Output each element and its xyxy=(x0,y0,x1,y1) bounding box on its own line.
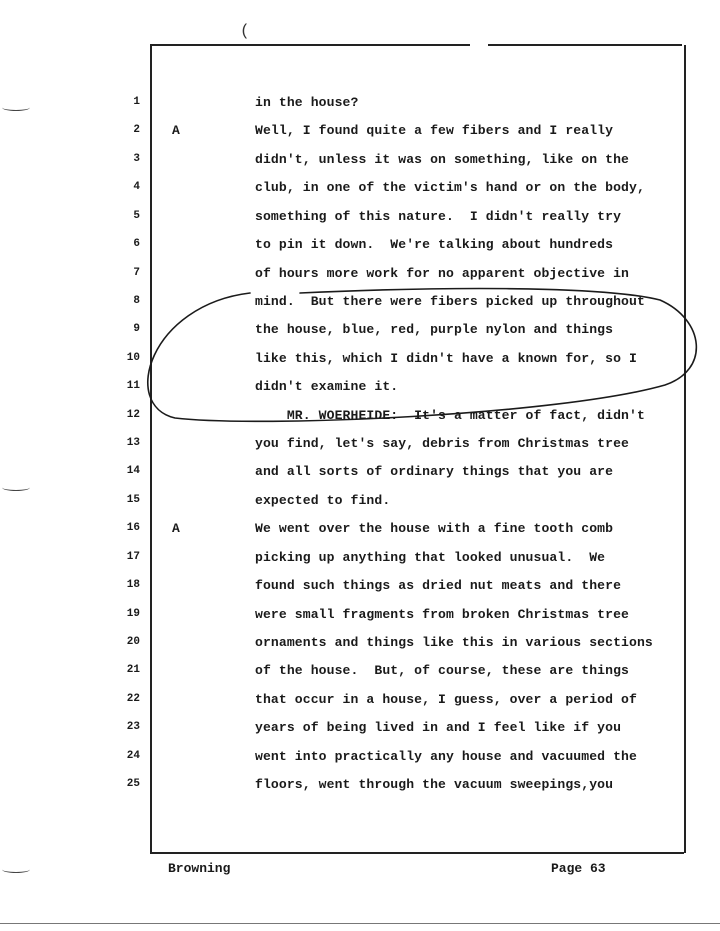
transcript-line-text: didn't, unless it was on something, like on the xyxy=(255,151,630,167)
transcript-line-text: found such things as dried nut meats and there xyxy=(255,578,622,594)
line-number: 1 xyxy=(133,96,140,108)
transcript-line-text: of hours more work for no apparent objective in xyxy=(255,265,630,281)
transcript-line-text: something of this nature. I didn't really try xyxy=(255,208,622,224)
transcript-line-text: in the house? xyxy=(255,95,359,110)
line-number: 10 xyxy=(126,351,140,364)
hole-punch-mark xyxy=(2,484,30,491)
transcript-line-text: went into practically any house and vacuumed the xyxy=(255,748,637,764)
transcript-line-text: and all sorts of ordinary things that you are xyxy=(255,464,614,480)
line-number: 2 xyxy=(133,124,140,137)
transcript-line-text: mind. But there were fibers picked up throughout xyxy=(255,293,645,309)
transcript-line-text: of the house. But, of course, these are things xyxy=(255,663,630,679)
line-number: 17 xyxy=(126,550,140,563)
witness-name: Browning xyxy=(168,861,231,876)
transcript-line-text: to pin it down. We're talking about hundreds xyxy=(255,237,614,253)
transcript-line-text: ornaments and things like this in various sections xyxy=(255,634,653,650)
line-number: 15 xyxy=(126,493,140,506)
transcript-line-text: MR. WOERHEIDE: It's a matter of fact, didn't xyxy=(255,407,645,423)
line-number: 23 xyxy=(126,721,140,734)
line-number: 13 xyxy=(126,437,140,450)
line-number: 11 xyxy=(126,380,140,393)
line-number: 12 xyxy=(126,408,140,421)
speaker-label: A xyxy=(172,123,180,139)
line-number: 3 xyxy=(133,152,140,165)
line-number: 20 xyxy=(126,635,140,648)
transcript-line-text: picking up anything that looked unusual. We xyxy=(255,549,606,565)
line-number: 16 xyxy=(126,522,140,535)
line-number: 6 xyxy=(133,238,140,251)
line-number: 4 xyxy=(133,181,140,194)
line-number: 25 xyxy=(126,778,140,791)
transcript-line-text: expected to find. xyxy=(255,492,391,508)
transcript-line-text: you find, let's say, debris from Christmas tree xyxy=(255,436,630,452)
transcript-line-text: floors, went through the vacuum sweepings,you xyxy=(255,777,614,793)
speaker-label: A xyxy=(172,521,180,537)
line-number: 24 xyxy=(126,749,140,762)
hole-punch-mark xyxy=(2,866,30,873)
transcript-line-text: the house, blue, red, purple nylon and things xyxy=(255,322,614,338)
line-number: 21 xyxy=(126,664,140,677)
transcript-line-text: years of being lived in and I feel like if you xyxy=(255,720,622,736)
line-number: 5 xyxy=(133,209,140,222)
transcript-line-text: like this, which I didn't have a known for, so I xyxy=(255,350,637,366)
page-bottom-border xyxy=(150,852,684,854)
page-number: Page 63 xyxy=(551,861,606,876)
transcript-line-text: didn't examine it. xyxy=(255,379,399,395)
transcript-line-text: We went over the house with a fine tooth comb xyxy=(255,521,614,537)
transcript-line-text: Well, I found quite a few fibers and I really xyxy=(255,123,614,139)
transcript-line-text: were small fragments from broken Christmas tree xyxy=(255,606,630,622)
line-number: 9 xyxy=(133,323,140,336)
transcript-line-text: that occur in a house, I guess, over a period of xyxy=(255,691,637,707)
line-number: 14 xyxy=(126,465,140,478)
stray-mark: ( xyxy=(240,22,250,40)
line-number: 19 xyxy=(126,607,140,620)
line-number: 18 xyxy=(126,579,140,592)
line-number: 8 xyxy=(133,294,140,307)
line-number: 22 xyxy=(126,692,140,705)
hole-punch-mark xyxy=(2,104,30,111)
scan-edge-line xyxy=(0,923,720,924)
line-number: 7 xyxy=(133,266,140,279)
transcript-line-text: club, in one of the victim's hand or on the body, xyxy=(255,180,645,196)
